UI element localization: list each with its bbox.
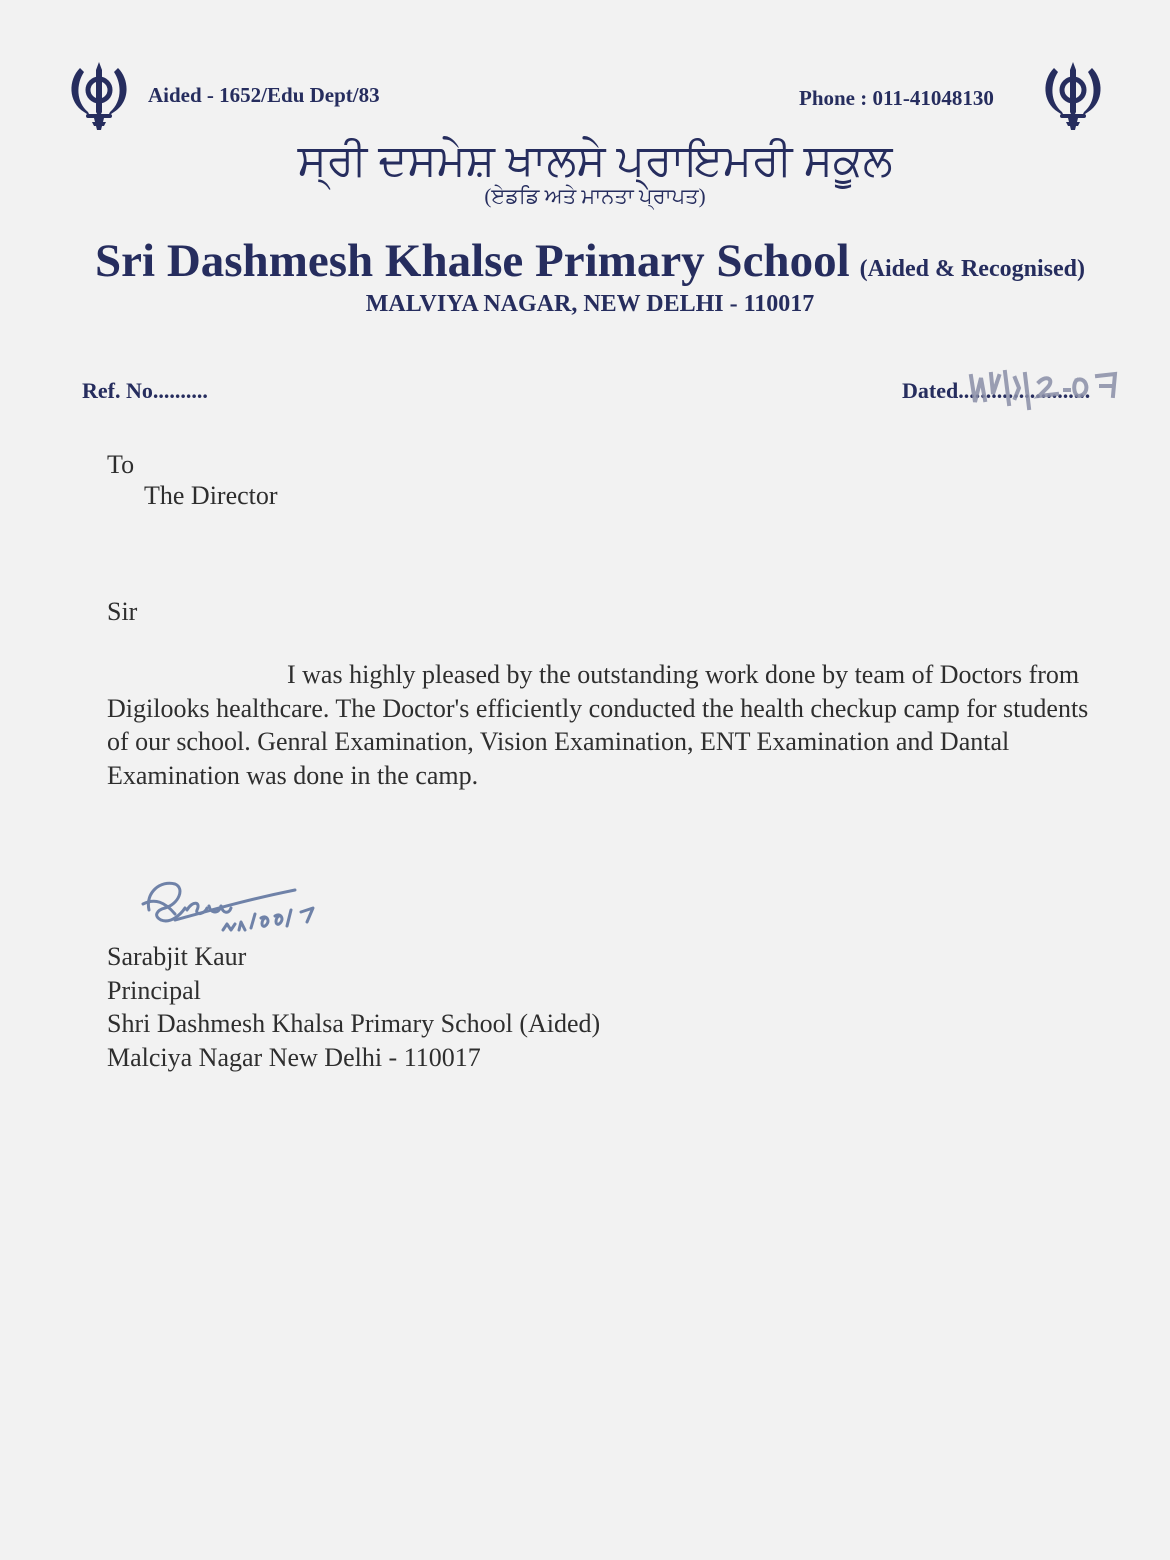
signature [135, 870, 335, 950]
aided-code: Aided - 1652/Edu Dept/83 [148, 83, 380, 107]
signatory-address: Malciya Nagar New Delhi - 110017 [107, 1042, 481, 1072]
letter-body: I was highly pleased by the outstanding work done by team of Doctors from Digilooks healthcare. The Doctor's efficiently conducted the health checkup camp for students of our school. Genral Examination, Vision Examination, ENT Examination and Dantal Examination was done in the camp. [107, 660, 1089, 790]
school-name: Sri Dashmesh Khalse Primary School [95, 235, 850, 287]
salutation: Sir [107, 597, 138, 626]
khanda-icon [66, 60, 132, 136]
dated-label: Dated [902, 378, 959, 403]
ref-number: Ref. No.......... [82, 378, 208, 403]
school-name-punjabi: ਸ੍ਰੀ ਦਸਮੇਸ਼ ਖਾਲਸੇ ਪ੍ਰਾਇਮਰੀ ਸਕੂਲ [297, 136, 893, 185]
signature-block [107, 940, 600, 1074]
signatory-school: Shri Dashmesh Khalsa Primary School (Aided) [107, 1009, 601, 1038]
school-title [0, 234, 1170, 288]
signatory-title: Principal [107, 975, 201, 1005]
khanda-icon [1040, 60, 1106, 136]
to-label: To [107, 450, 135, 479]
handwritten-date-mark [965, 364, 1125, 416]
recipient: The Director [144, 481, 278, 510]
school-status-punjabi: (ਏਡਡਿ ਅਤੇ ਮਾਨਤਾ ਪ੍ਰਾਪਤ) [484, 184, 706, 208]
phone-number: Phone : 011-41048130 [799, 86, 994, 110]
signatory-name: Sarabjit Kaur [107, 942, 247, 971]
school-address: MALVIYA NAGAR, NEW DELHI - 110017 [365, 291, 815, 317]
school-status: (Aided & Recognised) [859, 256, 1085, 282]
dated-dots: ........................ [958, 378, 1091, 403]
